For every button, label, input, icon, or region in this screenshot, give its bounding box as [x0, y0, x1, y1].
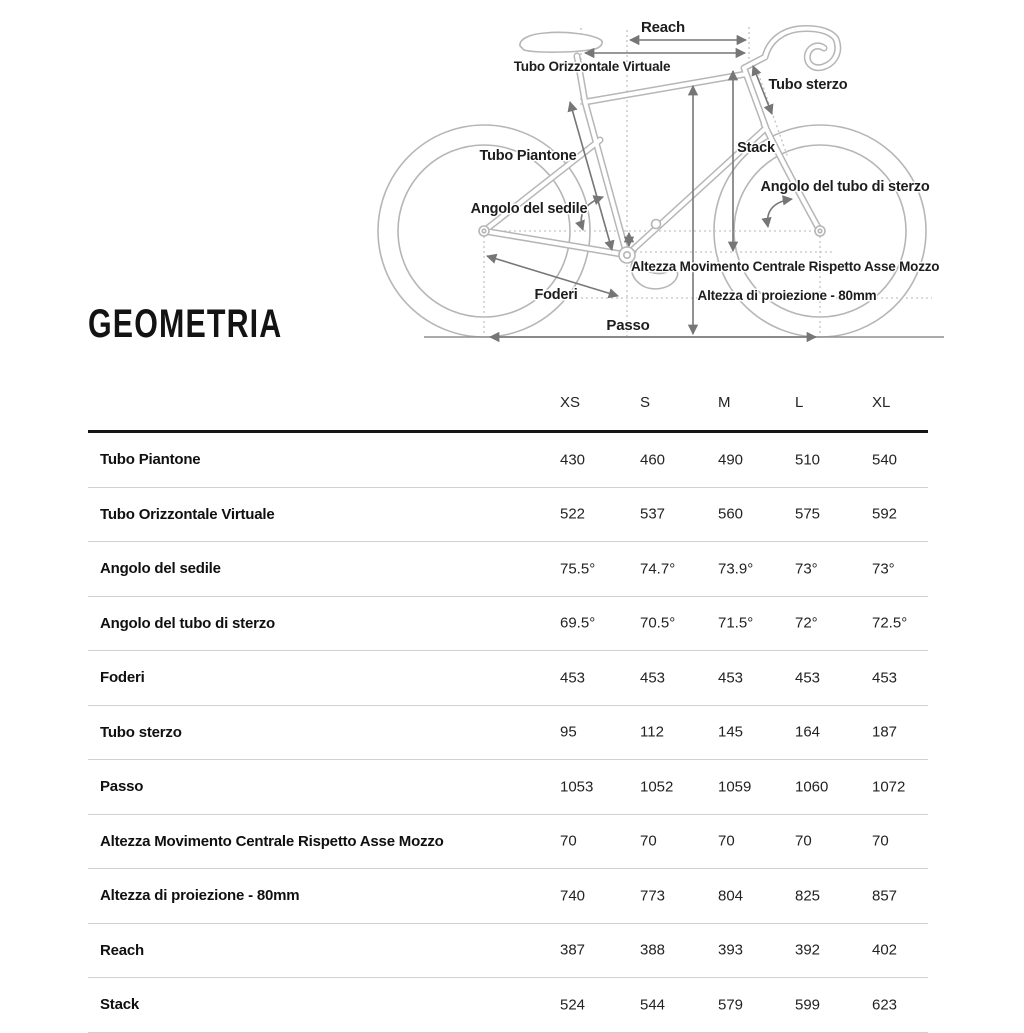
row-value: 70: [560, 832, 577, 850]
row-value: 1053: [560, 778, 594, 796]
row-value: 804: [718, 887, 744, 905]
row-value: 187: [872, 723, 898, 741]
bottom-bracket: [619, 220, 678, 289]
row-value: 70: [640, 832, 657, 850]
table-row: [88, 760, 928, 815]
table-row: [88, 651, 928, 706]
row-label: Altezza di proiezione - 80mm: [100, 887, 300, 905]
row-label: Passo: [100, 778, 144, 796]
table-row: [88, 869, 928, 924]
row-value: 73°: [795, 560, 818, 578]
size-header: L: [795, 394, 804, 411]
row-label: Tubo Piantone: [100, 451, 201, 469]
page-title: GEOMETRIA: [88, 302, 283, 346]
label-tubo-orizzontale: Tubo Orizzontale Virtuale: [513, 59, 671, 74]
table-row: [88, 488, 928, 543]
row-label: Reach: [100, 941, 145, 959]
head-angle-arc: [768, 199, 793, 227]
table-row: [88, 978, 928, 1033]
row-value: 575: [795, 505, 821, 523]
row-value: 560: [718, 505, 744, 523]
row-value: 740: [560, 887, 586, 905]
table-row: [88, 597, 928, 652]
row-value: 73°: [872, 560, 895, 578]
row-value: 453: [795, 669, 821, 687]
row-label: Angolo del sedile: [100, 560, 221, 578]
table-row: [88, 542, 928, 597]
saddle: [520, 32, 602, 52]
label-reach: Reach: [640, 19, 686, 36]
size-header: XL: [872, 394, 891, 411]
row-value: 70: [872, 832, 889, 850]
row-value: 70: [718, 832, 735, 850]
row-label: Foderi: [100, 669, 145, 687]
row-value: 510: [795, 451, 821, 469]
size-header: S: [640, 394, 651, 411]
row-value: 522: [560, 505, 586, 523]
label-tubo-sterzo: Tubo sterzo: [768, 77, 848, 93]
row-value: 145: [718, 723, 744, 741]
row-value: 112: [640, 723, 664, 741]
row-value: 524: [560, 996, 586, 1014]
label-angolo-sedile: Angolo del sedile: [470, 201, 588, 217]
row-value: 453: [640, 669, 666, 687]
row-value: 73.9°: [718, 560, 754, 578]
row-value: 1052: [640, 778, 674, 796]
row-value: 592: [872, 505, 898, 523]
label-foderi: Foderi: [534, 287, 578, 303]
row-value: 72°: [795, 614, 818, 632]
row-value: 857: [872, 887, 898, 905]
label-tubo-piantone: Tubo Piantone: [479, 148, 577, 164]
row-label: Stack: [100, 996, 140, 1014]
row-value: 95: [560, 723, 577, 741]
row-value: 1072: [872, 778, 906, 796]
row-value: 392: [795, 941, 821, 959]
row-value: 825: [795, 887, 821, 905]
row-value: 72.5°: [872, 614, 908, 632]
row-value: 71.5°: [718, 614, 754, 632]
label-angolo-sterzo: Angolo del tubo di sterzo: [760, 179, 930, 195]
label-altezza-movimento: Altezza Movimento Centrale Rispetto Asse Mozzo: [631, 259, 940, 274]
size-header: XS: [560, 394, 581, 411]
row-value: 544: [640, 996, 666, 1014]
row-value: 460: [640, 451, 666, 469]
row-label: Tubo Orizzontale Virtuale: [100, 505, 275, 523]
row-label: Altezza Movimento Centrale Rispetto Asse Mozzo: [100, 832, 444, 850]
table-row: [88, 706, 928, 761]
row-value: 1059: [718, 778, 752, 796]
row-label: Angolo del tubo di sterzo: [100, 614, 275, 632]
row-value: 75.5°: [560, 560, 596, 578]
label-stack: Stack: [737, 140, 775, 156]
row-value: 453: [718, 669, 744, 687]
row-value: 540: [872, 451, 898, 469]
row-value: 1060: [795, 778, 829, 796]
label-passo: Passo: [606, 317, 650, 334]
row-value: 430: [560, 451, 586, 469]
table-row: [88, 433, 928, 488]
geometry-table: [88, 376, 928, 1033]
row-label: Tubo sterzo: [100, 723, 182, 741]
row-value: 490: [718, 451, 744, 469]
row-value: 623: [872, 996, 898, 1014]
row-value: 453: [560, 669, 586, 687]
row-value: 773: [640, 887, 666, 905]
table-row: [88, 815, 928, 870]
row-value: 74.7°: [640, 560, 676, 578]
size-header-row: [88, 376, 928, 433]
row-value: 70.5°: [640, 614, 676, 632]
row-value: 70: [795, 832, 812, 850]
row-value: 453: [872, 669, 898, 687]
row-value: 388: [640, 941, 666, 959]
label-altezza-proiezione: Altezza di proiezione - 80mm: [697, 288, 877, 303]
row-value: 387: [560, 941, 586, 959]
row-value: 69.5°: [560, 614, 596, 632]
table-row: [88, 924, 928, 979]
row-value: 599: [795, 996, 821, 1014]
row-value: 402: [872, 941, 898, 959]
size-header: M: [718, 394, 731, 411]
row-value: 537: [640, 505, 666, 523]
row-value: 579: [718, 996, 744, 1014]
row-value: 393: [718, 941, 744, 959]
row-value: 164: [795, 723, 821, 741]
